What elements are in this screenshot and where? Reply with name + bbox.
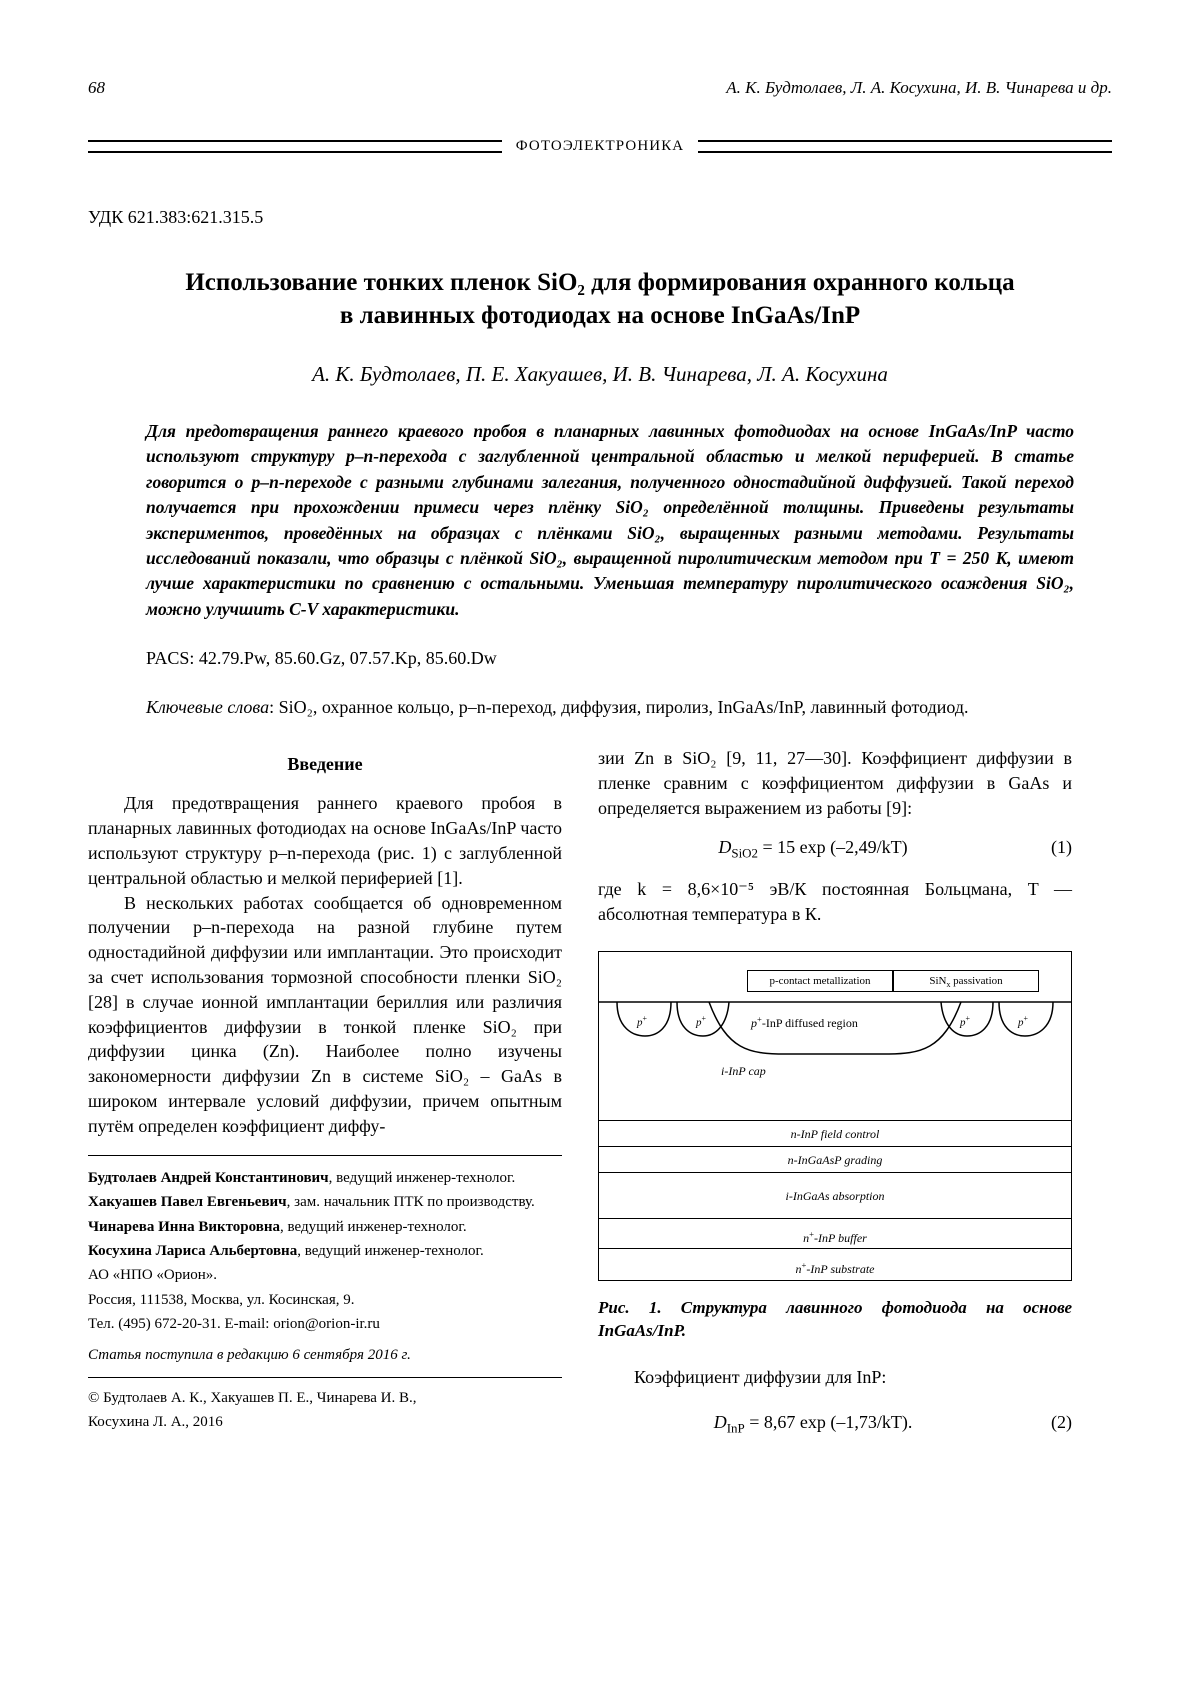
- footnote-organization: АО «НПО «Орион».: [88, 1267, 218, 1284]
- i-inp-cap-label: [721, 1064, 766, 1079]
- diffused-sup: +: [757, 1013, 762, 1024]
- paragraph: В нескольких работах сообщается об одновременном получении p–n-перехода на разной глубине путем одностадийной диффузии или имплантации. Это происходит за счет использования тормозной способности пленки SiO₂ [28] в случае ионной имплантации бериллия или различия коэффициентов диффузии в тонкой пленке SiO₂ при диффузии цинка (Zn). Наиболее полно изучены закономерности диффузии Zn в системе SiO₂ – GaAs в широком интервале условий диффузии, причем опытным путём определен коэффициент диффу-: [88, 892, 562, 1136]
- layer-substrate: [599, 1248, 1071, 1280]
- equation-2-subscript: InP: [726, 1420, 745, 1436]
- footnote-author-2-name: Хакуашев Павел Евгеньевич: [88, 1194, 287, 1211]
- sin-text: SiN: [929, 974, 947, 987]
- equation-1-rest: = 15 exp (–2,49/kT): [758, 836, 908, 857]
- grading-label: n-InGaAsP grading: [787, 1152, 883, 1167]
- equation-2: [598, 1412, 1072, 1437]
- footnote-author-1: [88, 1168, 562, 1188]
- equation-1-subscript: SiO2: [731, 845, 758, 861]
- running-head: [88, 78, 1112, 98]
- substrate-prefix: n: [795, 1261, 802, 1276]
- diffused-region-label: [751, 1014, 858, 1031]
- field-control-label: n-InP field control: [790, 1126, 880, 1141]
- footnote-received: Статья поступила в редакцию 6 сентября 2016 г.: [88, 1346, 411, 1363]
- figure-1: [598, 951, 1072, 1343]
- p-plus-sup: +: [1023, 1013, 1028, 1023]
- p-plus-text: p: [637, 1016, 643, 1029]
- sin-passivation-box: [893, 970, 1039, 992]
- journal-section-name: ФОТОЭЛЕКТРОНИКА: [515, 138, 685, 154]
- rule-right: [698, 140, 1112, 153]
- p-plus-text: p: [696, 1016, 702, 1029]
- footnote-author-1-name: Будтолаев Андрей Константинович: [88, 1169, 329, 1186]
- keywords-label: Ключевые слова: [146, 697, 270, 717]
- author-footnote: [88, 1155, 562, 1433]
- pacs-codes: PACS: 42.79.Pw, 85.60.Gz, 07.57.Kp, 85.60.Dw: [146, 648, 497, 668]
- diffused-prefix: p: [751, 1015, 757, 1030]
- equation-1: [598, 837, 1072, 862]
- footnote-copyright: [88, 1377, 562, 1433]
- p-plus-text: p: [960, 1016, 966, 1029]
- title-line-2: в лавинных фотодиодах на основе InGaAs/InP: [339, 302, 861, 329]
- passivation-text: passivation: [950, 974, 1003, 987]
- paragraph: зии Zn в SiO₂ [9, 11, 27—30]. Коэффициент диффузии в пленке сравним с коэффициентом диффузии в GaAs и определяется выражением из работы [9]:: [598, 748, 1072, 818]
- journal-section-band: [88, 138, 1112, 155]
- layer-field-control: [599, 1120, 1071, 1146]
- figure-1-caption: Рис. 1. Структура лавинного фотодиода на основе InGaAs/InP.: [598, 1297, 1072, 1340]
- body-columns: [88, 746, 1112, 1452]
- article-authors: А. К. Будтолаев, П. Е. Хакуашев, И. В. Чинарева, Л. А. Косухина: [312, 362, 888, 386]
- footnote-author-3-role: , ведущий инженер-технолог.: [280, 1218, 467, 1235]
- p-contact-metallization-box: [747, 970, 893, 992]
- right-column: [598, 746, 1072, 1452]
- p-plus-sup: +: [965, 1013, 970, 1023]
- p-plus-sup: +: [701, 1013, 706, 1023]
- p-plus-well-label-3: [960, 1014, 970, 1029]
- footnote-author-3-name: Чинарева Инна Викторовна: [88, 1218, 281, 1235]
- diffused-text: -InP diffused region: [761, 1015, 858, 1030]
- paragraph: Для предотвращения раннего краевого пробоя в планарных лавинных фотодиодах на основе InGaAs/InP часто используют структуру p–n-перехода (рис. 1) с заглубленной центральной областью и мелкой периферией [1].: [88, 793, 562, 888]
- cap-region-outline: [599, 992, 1071, 1120]
- p-plus-sup: +: [642, 1013, 647, 1023]
- copyright-line-2: Косухина Л. А., 2016: [88, 1414, 223, 1431]
- footnote-author-4: [88, 1241, 562, 1261]
- p-plus-text: p: [1018, 1016, 1024, 1029]
- figure-1-diagram: [598, 951, 1072, 1281]
- footnote-author-4-role: , ведущий инженер-технолог.: [297, 1242, 484, 1259]
- keywords-text: : SiO₂, охранное кольцо, p–n-переход, диффузия, пиролиз, InGaAs/InP, лавинный фотодиод.: [269, 697, 969, 717]
- keywords: [146, 695, 1074, 720]
- abstract: Для предотвращения раннего краевого пробоя в планарных лавинных фотодиодах на основе InGaAs/InP часто используют структуру p–n-перехода с заглубленной центральной областью и мелкой периферией. В статье говорится о p–n-переходе с разными глубинами залегания, полученного одностадийной диффузией. Такой переход получается при прохождении примеси через плёнку SiO₂ определённой толщины. Приведены результаты экспериментов, проведённых на образцах с плёнками SiO₂, выращенных разными методами. Результаты исследований показали, что образцы с плёнкой SiO₂, выращенной пиролитическим методом при T = 250 K, имеют лучше характеристики по сравнению с остальными. Уменьшая температуру пиролитического осаждения SiO₂, можно улучшить C-V характеристики.: [146, 421, 1074, 619]
- paragraph: где k = 8,6×10⁻⁵ эВ/К постоянная Больцмана, T — абсолютная температура в К.: [598, 879, 1072, 925]
- p-plus-well-label-2: [696, 1014, 706, 1029]
- footnote-contact: Тел. (495) 672-20-31. E-mail: orion@orion-ir.ru: [88, 1316, 380, 1333]
- equation-1-expression: [598, 837, 1028, 862]
- footnote-author-4-name: Косухина Лариса Альбертовна: [88, 1242, 298, 1259]
- i-inp-cap-text: i-InP cap: [721, 1063, 766, 1078]
- equation-1-symbol: D: [718, 836, 732, 857]
- equation-2-number: (2): [1051, 1411, 1072, 1432]
- buffer-label: -InP buffer: [814, 1230, 867, 1245]
- equation-1-number: (1): [1051, 836, 1072, 857]
- footnote-author-2: [88, 1192, 562, 1212]
- sin-passivation-label: [929, 974, 1003, 990]
- layer-grading: [599, 1146, 1071, 1172]
- page-title: [114, 266, 1086, 332]
- equation-2-symbol: D: [713, 1411, 727, 1432]
- title-line-1: Использование тонких пленок SiO₂ для формирования охранного кольца: [185, 269, 1015, 296]
- paragraph: Коэффициент диффузии для InP:: [634, 1366, 887, 1387]
- footnote-author-2-role: , зам. начальник ПТК по производству.: [286, 1194, 535, 1211]
- p-plus-well-label-1: [637, 1014, 647, 1029]
- layer-absorption: [599, 1172, 1071, 1218]
- p-contact-metallization-label: p-contact metallization: [769, 974, 871, 987]
- p-plus-well-label-4: [1018, 1014, 1028, 1029]
- sin-subscript: x: [946, 980, 951, 990]
- footnote-author-3: [88, 1217, 562, 1237]
- layer-buffer: [599, 1218, 1071, 1248]
- rule-left: [88, 140, 502, 153]
- copyright-line-1: © Будтолаев А. К., Хакуашев П. Е., Чинарева И. В.,: [88, 1389, 417, 1406]
- substrate-sup: +: [801, 1259, 807, 1270]
- section-heading-introduction: Введение: [287, 754, 363, 775]
- running-head-authors: А. К. Будтолаев, Л. А. Косухина, И. В. Чинарева и др.: [726, 78, 1112, 97]
- equation-2-expression: [598, 1412, 1028, 1437]
- udc-code: УДК 621.383:621.315.5: [88, 207, 264, 227]
- equation-2-rest: = 8,67 exp (–1,73/kT).: [744, 1411, 913, 1432]
- buffer-sup: +: [809, 1228, 815, 1239]
- page-number: 68: [88, 78, 105, 97]
- left-column: [88, 746, 562, 1452]
- absorption-label: i-InGaAs absorption: [785, 1188, 885, 1203]
- buffer-prefix: n: [803, 1230, 810, 1245]
- substrate-label: -InP substrate: [806, 1261, 875, 1276]
- footnote-author-1-role: , ведущий инженер-технолог.: [328, 1169, 516, 1186]
- footnote-address: Россия, 111538, Москва, ул. Косинская, 9.: [88, 1291, 355, 1308]
